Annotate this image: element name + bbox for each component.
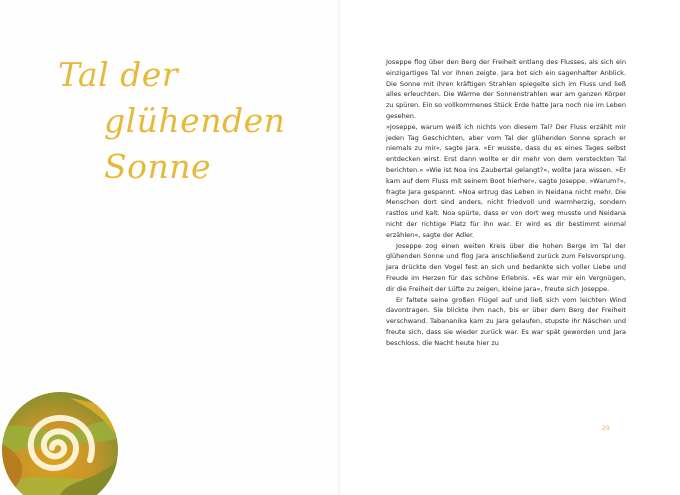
paragraph-3: Joseppe zog einen weiten Kreis über die hohen Berge im Tal der glühenden Sonne und flog Jara anschließend zurück zum Felsvorsprung. Jara drückte den Vogel fest an sich und bedankte sich voller Liebe und Freude im Herzen für das schöne Erlebnis. »Es war mir ein Vergnügen, dir die Freiheit der Lüfte zu zeigen, kleine Jara«, freute sich Joseppe. [386, 241, 626, 293]
chapter-title-line-2: glühenden Sonne [104, 101, 286, 186]
chapter-title [58, 52, 318, 190]
paragraph-1: Joseppe flog über den Berg der Freiheit entlang des Flusses, als sich ein einzigartiges Tal vor ihnen zeigte. Jara bot sich ein sagenhafter Anblick. Die Sonne mit ihren kräftigen Strahlen spiegelte sich im Fluss und ließ alles erleuchten. Die Wärme der Sonnenstrahlen war am ganzen Körper zu spüren. Ein so vollkommenes Stück Erde hatte Jara noch nie im Leben gesehen. [386, 58, 626, 120]
body-text [386, 57, 626, 349]
chapter-title-line-1: Tal der [58, 55, 179, 94]
paragraph-4: Er faltete seine großen Flügel auf und ließ sich vom leichten Wind davontragen. Sie blickte ihm nach, bis er über dem Berg der Freiheit verschwand. Tabananika kam zu Jara gelaufen, stupste ihr Näschen und freute sich, dass sie wieder zurück war. Es war spät geworden und Jara beschloss, die Nacht heute hier zu [386, 295, 626, 347]
spiral-emblem-icon [0, 388, 120, 495]
paragraph-2: »Joseppe, warum weiß ich nichts von diesem Tal? Der Fluss erzählt mir jeden Tag Geschichten, aber vom Tal der glühenden Sonne sprach er niemals zu mir«, sagte Jara. »Er wusste, dass du es eines Tages selbst entdecken wirst. Erst dann wollte er dir mehr von dem versteckten Tal berichten.« »Wie ist Noa ins Zaubertal gelangt?«, wollte Jara wissen. »Er kam auf dem Fluss mit seinem Boot hierher«, sagte Joseppe. »Warum?«, fragte Jara gespannt. »Noa ertrug das Leben in Neidana nicht mehr. Die Menschen dort sind anders, nicht friedvoll und warmherzig, sondern rastlos und kalt. Noa spürte, dass er von dort weg musste und Neidana nicht der richtige Platz für ihn war. Er wird es dir bestimmt einmal erzählen«, sagte der Adler. [386, 122, 626, 239]
page-number: 29 [602, 425, 610, 432]
